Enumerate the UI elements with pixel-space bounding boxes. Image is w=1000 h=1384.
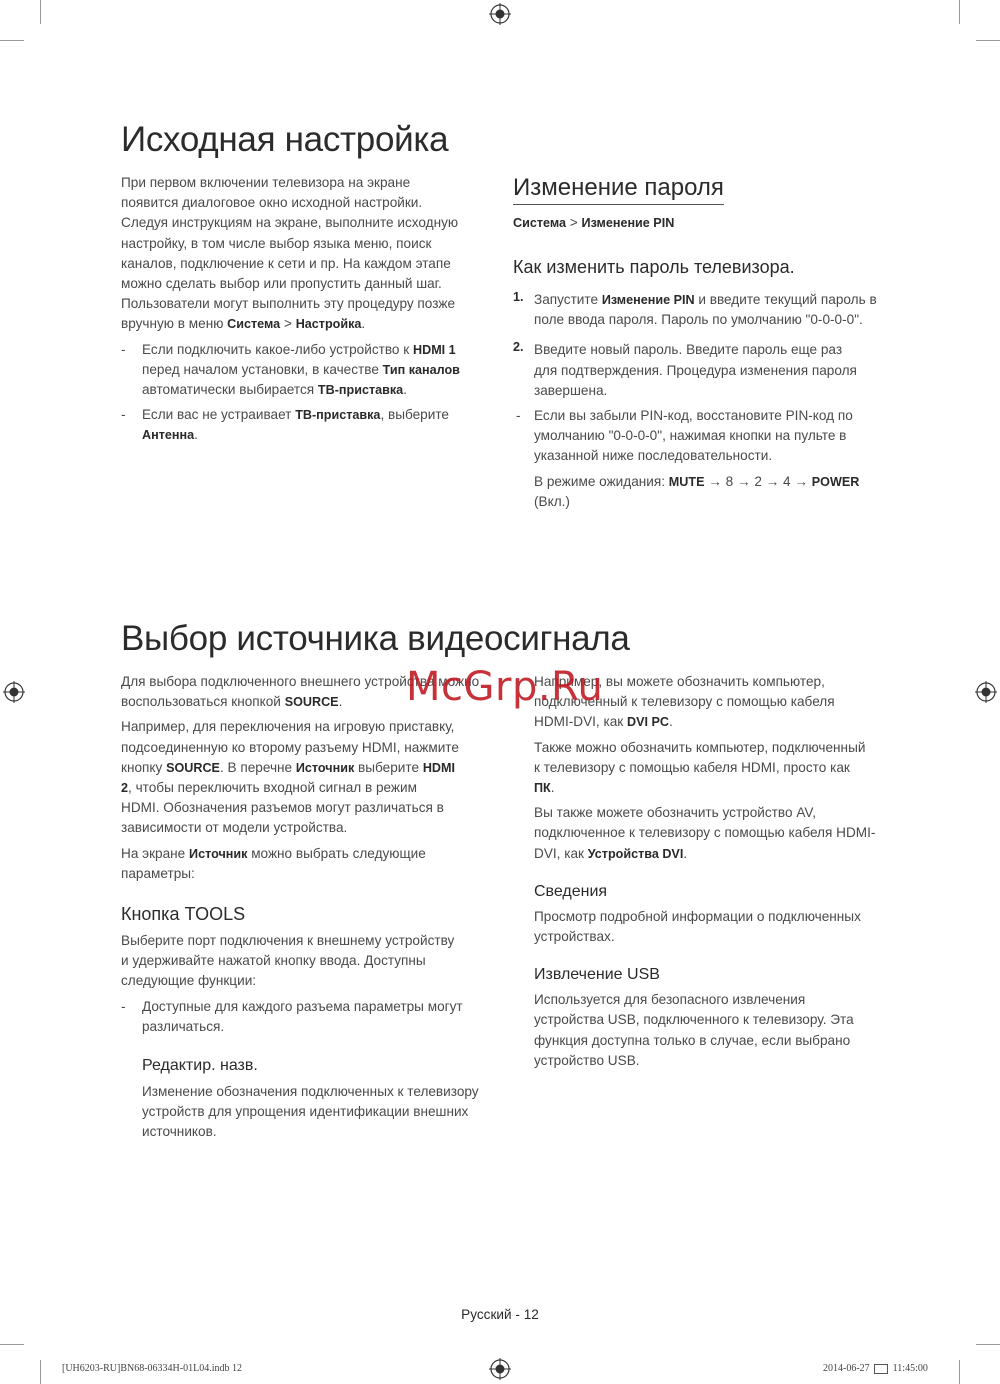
text-run: Если вас не устраивает xyxy=(142,407,296,423)
note-item xyxy=(121,340,481,401)
step-item xyxy=(513,290,883,330)
text-line xyxy=(534,778,894,798)
key-source: SOURCE xyxy=(284,695,339,710)
text-line: можно сделать выбор или пропустить данный шаг. xyxy=(121,276,442,292)
text-line: завершена. xyxy=(534,382,608,398)
text-line: устройств для упрощения идентификации внешних xyxy=(142,1104,469,1120)
text-line: Введите новый пароль. Введите пароль еще раз xyxy=(534,342,843,358)
text-line: При первом включении телевизора на экране xyxy=(121,175,411,190)
text-line: Вы также можете обозначить устройство AV, xyxy=(534,805,816,821)
text-run: , выберите xyxy=(380,407,449,423)
text-line: Изменение обозначения подключенных к телевизору xyxy=(142,1084,479,1100)
dash-marker: - xyxy=(516,408,521,424)
text-line xyxy=(534,290,883,310)
crop-mark xyxy=(40,0,41,24)
term: Антенна xyxy=(142,428,195,443)
path-separator: > xyxy=(566,215,582,230)
menu-name-pin: Изменение PIN xyxy=(581,216,675,230)
registration-mark-icon xyxy=(489,1358,511,1380)
print-slug-date xyxy=(823,1363,928,1374)
tools-title: Кнопка TOOLS xyxy=(121,904,246,925)
text-line: подключенное к телевизору с помощью кабеля HDMI- xyxy=(534,825,876,841)
text-line xyxy=(142,360,481,380)
text-run: . xyxy=(361,316,366,332)
text-run: вручную в меню xyxy=(121,316,228,332)
text-line: Для выбора подключенного внешнего устройства можно xyxy=(121,674,480,689)
password-steps xyxy=(513,290,883,512)
text-line xyxy=(534,472,883,492)
menu-name-system: Система xyxy=(227,317,281,332)
text-line xyxy=(142,425,481,445)
registration-mark-icon xyxy=(489,3,511,25)
text-line: Если вы забыли PIN-код, восстановите PIN-код по xyxy=(534,408,853,424)
text-line: настройку, в том числе выбор языка меню, поиск xyxy=(121,235,432,251)
text-line xyxy=(121,314,481,334)
text-line: Например, для переключения на игровую приставку, xyxy=(121,719,455,735)
usb-title: Извлечение USB xyxy=(534,966,660,984)
crop-mark xyxy=(0,40,24,41)
text-line: устройствах. xyxy=(534,929,615,945)
text-line: различаться. xyxy=(142,1018,225,1034)
text-line: функция доступна только в случае, если выбрано xyxy=(534,1032,851,1048)
section-title-setup: Исходная настройка xyxy=(121,120,449,159)
text-line: Доступные для каждого разъема параметры могут xyxy=(142,998,463,1014)
text-run: . xyxy=(550,780,555,796)
source-right-column xyxy=(534,672,894,1071)
text-run: . xyxy=(403,382,407,398)
dash-marker: - xyxy=(121,407,126,423)
text-run: В режиме ожидания: xyxy=(534,473,669,489)
paragraph xyxy=(121,844,491,884)
slug-date: 2014-06-27 xyxy=(823,1363,870,1374)
text-line: к телевизору с помощью кабеля HDMI, просто как xyxy=(534,759,850,775)
text-line: указанной ниже последовательности. xyxy=(534,448,773,464)
text-run: можно выбрать следующие xyxy=(247,845,426,861)
text-run: . xyxy=(683,845,688,861)
registration-mark-icon xyxy=(975,681,997,703)
text-line xyxy=(121,778,491,798)
info-title: Сведения xyxy=(534,882,608,900)
text-line: Пользователи могут выполнить эту процедуру позже xyxy=(121,296,456,312)
text-line xyxy=(142,405,481,425)
text-line: зависимости от модели устройства. xyxy=(121,820,348,836)
term: HDMI 1 xyxy=(413,342,456,357)
text-line xyxy=(121,844,491,864)
text-run: . В перечне xyxy=(219,759,296,775)
term: ПК xyxy=(534,781,551,796)
rename-title: Редактир. назв. xyxy=(142,1057,258,1075)
text-line: каналов, подключение к сети и пр. На каждом этапе xyxy=(121,255,451,271)
text-line: для подтверждения. Процедура изменения пароля xyxy=(534,362,857,378)
term: Изменение PIN xyxy=(601,293,695,307)
text-run: автоматически выбирается xyxy=(142,382,318,398)
crop-mark xyxy=(976,40,1000,41)
text-run: выберите xyxy=(354,759,423,775)
text-line: и удерживайте нажатой кнопку ввода. Доступны xyxy=(121,953,426,969)
text-line: Например, вы можете обозначить компьютер, xyxy=(534,674,825,689)
crop-mark xyxy=(959,1360,960,1384)
text-line: устройство USB. xyxy=(534,1052,640,1068)
key-sequence: → 8 → 2 → 4 → xyxy=(704,473,812,489)
term: Источник xyxy=(295,760,355,775)
dash-marker: - xyxy=(121,998,126,1014)
term: Тип каналов xyxy=(382,362,460,377)
source-left-column xyxy=(121,672,491,1143)
text-run: Если подключить какое-либо устройство к xyxy=(142,341,413,357)
text-line: Просмотр подробной информации о подключенных xyxy=(534,908,861,924)
menu-path xyxy=(513,213,674,233)
step-number: 2. xyxy=(513,340,524,355)
paragraph xyxy=(534,738,894,799)
dash-marker: - xyxy=(121,341,126,357)
menu-name-system: Система xyxy=(513,216,567,230)
term: 2 xyxy=(121,781,129,796)
term: HDMI xyxy=(422,760,455,775)
key-power: POWER xyxy=(811,474,860,489)
text-run: . xyxy=(194,427,198,443)
key-source: SOURCE xyxy=(166,760,220,775)
term: ТВ-приставка xyxy=(295,408,381,423)
text-line: HDMI. Обозначения разъемов могут различаться в xyxy=(121,800,444,816)
note-item xyxy=(121,997,491,1037)
text-line: Используется для безопасного извлечения xyxy=(534,992,806,1008)
slug-time: 11:45:00 xyxy=(892,1363,928,1374)
note-item xyxy=(121,405,481,445)
text-line: (Вкл.) xyxy=(534,493,570,509)
text-run: На экране xyxy=(121,845,190,861)
term: Устройства DVI xyxy=(587,846,684,861)
note-item xyxy=(513,406,883,512)
text-line: подключенный к телевизору с помощью кабеля xyxy=(534,694,835,710)
crop-mark xyxy=(959,0,960,24)
text-line: подсоединенную ко второму разъему HDMI, нажмите xyxy=(121,739,459,755)
crop-mark xyxy=(40,1360,41,1384)
text-run: HDMI-DVI, как xyxy=(534,714,628,730)
text-line: Также можно обозначить компьютер, подключенный xyxy=(534,739,866,755)
text-line: источников. xyxy=(142,1124,217,1140)
term: DVI PC xyxy=(627,715,670,730)
text-run: и введите текущий пароль в xyxy=(694,292,877,307)
text-run: . xyxy=(338,694,343,710)
text-line: следующие функции: xyxy=(121,973,257,989)
text-run: . xyxy=(669,714,673,730)
password-subtitle: Как изменить пароль телевизора. xyxy=(513,257,795,277)
text-line: Следуя инструкциям на экране, выполните исходную xyxy=(121,215,459,231)
text-run: DVI, как xyxy=(534,845,588,861)
text-line: умолчанию "0-0-0-0", нажимая кнопки на пульте в xyxy=(534,428,847,444)
text-line xyxy=(534,844,894,864)
text-line xyxy=(142,380,481,400)
text-line xyxy=(142,340,481,360)
term: ТВ-приставка xyxy=(317,383,404,398)
text-run: воспользоваться кнопкой xyxy=(121,694,285,710)
text-run: кнопку xyxy=(121,759,167,775)
password-title-wrap xyxy=(513,174,724,205)
menu-name-setup: Настройка xyxy=(295,317,362,332)
term: Источник xyxy=(189,846,248,861)
crop-mark xyxy=(976,1344,1000,1345)
text-line: устройства USB, подключенного к телевизору. Эта xyxy=(534,1012,854,1028)
text-line xyxy=(121,758,491,778)
page-number: Русский - 12 xyxy=(461,1307,539,1322)
text-run: Запустите xyxy=(534,292,602,307)
paragraph xyxy=(121,717,491,838)
section-title-password: Изменение пароля xyxy=(513,174,724,205)
text-line xyxy=(534,712,894,732)
print-slug-file: [UH6203-RU]BN68-06334H-01L04.indb 12 xyxy=(62,1363,242,1374)
step-item xyxy=(513,340,883,401)
text-line: поле ввода пароля. Пароль по умолчанию "0-0-0-0". xyxy=(534,312,863,328)
key-mute: MUTE xyxy=(668,474,705,489)
text-line: параметры: xyxy=(121,865,195,881)
crop-mark xyxy=(0,1344,24,1345)
text-line: появится диалоговое окно исходной настройки. xyxy=(121,195,423,211)
section-title-source: Выбор источника видеосигнала xyxy=(121,619,630,658)
text-run: , чтобы переключить входной сигнал в режим xyxy=(128,780,417,796)
registration-mark-icon xyxy=(3,681,25,703)
text-run: перед началом установки, в качестве xyxy=(142,361,383,377)
step-number: 1. xyxy=(513,290,524,304)
rename-block xyxy=(121,1057,491,1143)
slug-glyph xyxy=(874,1364,888,1374)
text-line: Выберите порт подключения к внешнему устройству xyxy=(121,933,455,949)
watermark-logo: McGrp.Ru xyxy=(406,664,604,710)
paragraph xyxy=(534,803,894,864)
path-separator: > xyxy=(280,316,296,332)
setup-intro xyxy=(121,173,481,446)
